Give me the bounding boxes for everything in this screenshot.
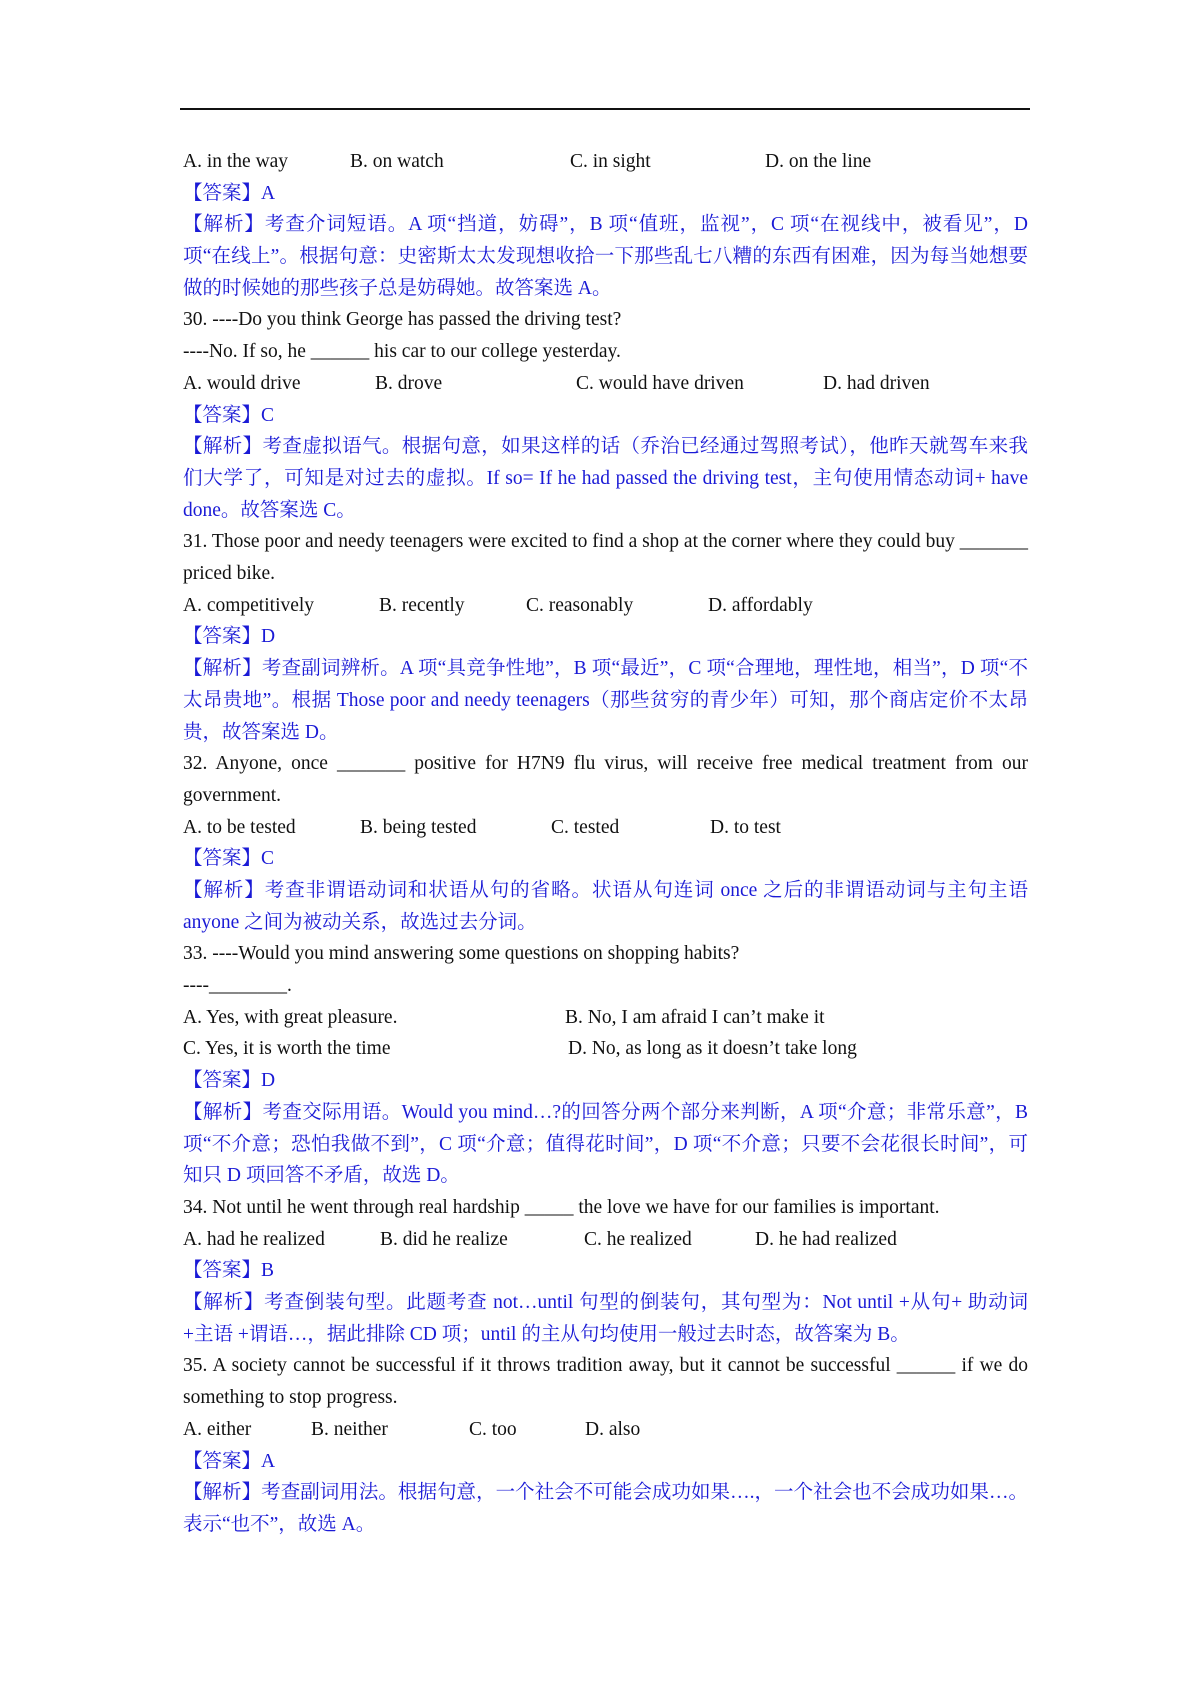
q32-option-a: A. to be tested (183, 816, 296, 838)
q32-option-d: D. to test (710, 816, 781, 838)
q35-option-b: B. neither (311, 1418, 388, 1440)
q32-explanation: 【解析】考查非谓语动词和状语从句的省略。状语从句连词 once 之后的非谓语动词与主句主语 anyone 之间为被动关系，故选过去分词。 (183, 880, 1028, 933)
q31-options (183, 590, 1028, 622)
q33-option-a: A. Yes, with great pleasure. (183, 1006, 398, 1028)
q33-option-d: D. No, as long as it doesn’t take long (568, 1038, 857, 1060)
q35-answer: 【答案】A (183, 1450, 276, 1472)
q30-option-d: D. had driven (823, 372, 930, 394)
q29-answer: 【答案】A (183, 182, 276, 204)
q31-option-a: A. competitively (183, 594, 315, 616)
q29-option-d: D. on the line (765, 151, 872, 172)
q31-answer: 【答案】D (183, 626, 276, 648)
q29-option-b: B. on watch (350, 151, 444, 172)
q34-option-d: D. he had realized (755, 1228, 897, 1250)
q34-explanation: 【解析】考查倒装句型。此题考查 not…until 句型的倒装句，其句型为：Not until +从句+ 助动词+主语 +谓语…，据此排除 CD 项；until 的主从句均使用一般过去时态，故答案为 B。 (183, 1292, 1028, 1345)
q35-option-d: D. also (585, 1418, 641, 1440)
q29-explanation: 【解析】考查介词短语。A 项“挡道，妨碍”，B 项“值班，监视”，C 项“在视线中，被看见”，D 项“在线上”。根据句意：史密斯太太发现想收拾一下那些乱七八糟的东西有困难，因为每当她想要做的时候她的那些孩子总是妨碍她。故答案选 A。 (183, 214, 1028, 299)
q35-options (183, 1414, 1028, 1446)
q35-stem: 35. A society cannot be successful if it throws tradition away, but it cannot be successful ______ if we do something to stop progress. (183, 1355, 1028, 1409)
q34-answer: 【答案】B (183, 1260, 275, 1282)
q33-explanation: 【解析】考查交际用语。Would you mind…?的回答分两个部分来判断，A 项“介意；非常乐意”，B 项“不介意；恐怕我做不到”，C 项“介意；值得花时间”，D 项“不介意；只要不会花很长时间”，可知只 D 项回答不矛盾，故选 D。 (183, 1101, 1028, 1187)
q30-answer: 【答案】C (183, 404, 275, 426)
q33-options-row1 (183, 1002, 1028, 1034)
q35-explanation: 【解析】考查副词用法。根据句意，一个社会不可能会成功如果….，一个社会也不会成功如果…。表示“也不”，故选 A。 (183, 1482, 1028, 1535)
q29-option-a: A. in the way (183, 151, 289, 172)
q33-stem-line2: ----________. (183, 975, 292, 997)
q33-answer: 【答案】D (183, 1070, 276, 1092)
q30-option-c: C. would have driven (576, 372, 744, 394)
q34-option-b: B. did he realize (380, 1228, 508, 1250)
q32-options (183, 812, 1028, 844)
q30-explanation: 【解析】考查虚拟语气。根据句意，如果这样的话（乔治已经通过驾照考试），他昨天就驾车来我们大学了，可知是对过去的虚拟。If so= If he had passed the driving test，主句使用情态动词+ have done。故答案选 C。 (183, 436, 1028, 521)
q31-option-d: D. affordably (708, 594, 813, 616)
q30-options (183, 368, 1028, 400)
q32-option-b: B. being tested (360, 816, 477, 838)
q32-answer: 【答案】C (183, 848, 275, 870)
q30-option-b: B. drove (375, 372, 443, 394)
q34-option-a: A. had he realized (183, 1228, 325, 1250)
q34-options (183, 1224, 1028, 1256)
q30-stem-line2: ----No. If so, he ______ his car to our college yesterday. (183, 341, 621, 363)
q30-option-a: A. would drive (183, 372, 301, 394)
q29-option-c: C. in sight (570, 151, 651, 172)
q31-option-b: B. recently (379, 594, 465, 616)
q33-option-b: B. No, I am afraid I can’t make it (565, 1006, 825, 1028)
q32-option-c: C. tested (551, 816, 620, 838)
q31-stem: 31. Those poor and needy teenagers were excited to find a shop at the corner where they could buy _______ priced bike. (183, 531, 1028, 585)
q35-option-c: C. too (469, 1418, 517, 1440)
q29-options (183, 146, 1028, 178)
document-body (183, 146, 1028, 1541)
q33-stem-line1: 33. ----Would you mind answering some questions on shopping habits? (183, 943, 740, 965)
q31-option-c: C. reasonably (526, 594, 634, 616)
header-rule (180, 108, 1030, 110)
q35-option-a: A. either (183, 1418, 252, 1440)
q33-option-c: C. Yes, it is worth the time (183, 1038, 391, 1060)
q31-explanation: 【解析】考查副词辨析。A 项“具竞争性地”，B 项“最近”，C 项“合理地，理性地，相当”，D 项“不太昂贵地”。根据 Those poor and needy teenagers（那些贫穷的青少年）可知，那个商店定价不太昂贵，故答案选 D。 (183, 658, 1028, 743)
q32-stem: 32. Anyone, once _______ positive for H7N9 flu virus, will receive free medical treatment from our government. (183, 753, 1028, 806)
q30-stem-line1: 30. ----Do you think George has passed the driving test? (183, 309, 622, 331)
q33-options-row2 (183, 1033, 1028, 1065)
q34-stem: 34. Not until he went through real hardship _____ the love we have for our families is important. (183, 1196, 940, 1218)
q34-option-c: C. he realized (584, 1228, 692, 1250)
